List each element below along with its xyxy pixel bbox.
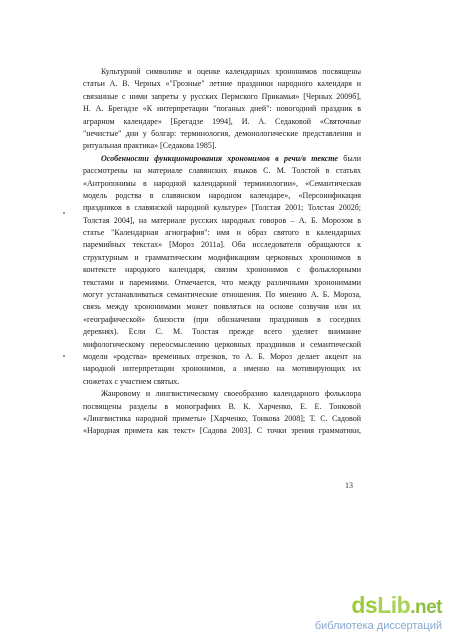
text-line — [83, 376, 361, 388]
line-text: статье "Календарная агиография": имя и образ святого в календарных — [83, 228, 361, 238]
text-line — [83, 227, 361, 239]
line-text: связанные с ними запреты у русских Пермского Прикамья» [Черных 2009б], — [83, 91, 361, 101]
dslib-logo: dsLib.net — [351, 592, 442, 618]
text-line — [83, 103, 361, 115]
line-text: «географической» близости (при обозначении праздников в соседних — [83, 314, 361, 324]
page-number: 13 — [345, 481, 353, 490]
line-text: ритуальная практика» [Седакова 1985]. — [83, 141, 217, 151]
text-line — [83, 264, 361, 276]
line-text: «Народная примета как текст» [Садова 2003]. С точки зрения грамматики, — [83, 426, 361, 436]
line-text: контексте народного календаря, связям хрононимов с фольклорными — [83, 265, 361, 275]
text-line — [83, 326, 361, 338]
text-line — [83, 314, 361, 326]
line-text: мифологическому переосмыслению церковных праздников и семантической — [83, 339, 361, 349]
text-line — [83, 289, 361, 301]
line-text: народной интерпретации хрононимов, а именно на мотивирующих их — [83, 364, 361, 374]
line-text: текстами и паремиями. Отмечается, что между различными хрононимами — [83, 277, 361, 287]
text-line — [83, 215, 361, 227]
line-text: структурным и грамматическим модификациям церковных хрононимов в — [83, 252, 361, 262]
line-text: праздников в славянской народной культуре» [Толстая 2001; Толстая 2002б; — [83, 203, 361, 213]
line-text: Культурной символике и оценке календарных хрононимов посвящены — [101, 67, 361, 76]
text-line — [83, 128, 361, 140]
line-text: могут устанавливаться семантические отношения. По мнению А. Б. Мороза, — [83, 290, 361, 300]
line-text: связь между хрононимами может появляться на основе созвучия или их — [83, 302, 361, 312]
text-line — [83, 351, 361, 363]
line-text: рассмотрены на материале славянских языков С. М. Толстой в статьях — [83, 166, 361, 176]
text-line — [83, 78, 361, 90]
text-line — [83, 91, 361, 103]
line-text: Н. А. Брегадзе «К интерпретации "поганых дней": новогодний праздник в — [83, 104, 361, 114]
emphasized-phrase: Особенности функционирования хрононимов в речи/в тексте — [101, 153, 338, 163]
line-text: модель родства в славянском народном календаре», «Персонификация — [83, 190, 361, 200]
line-text: аграрном календаре» [Брегадзе 1994], И. А. Седаковой «Святочные — [83, 116, 361, 126]
text-line — [83, 202, 361, 214]
line-text: "нечистые" дни у болгар: терминология, демонологические представления и — [83, 128, 361, 138]
text-line — [83, 66, 361, 78]
line-text: сюжетах с участием святых. — [83, 376, 180, 386]
scan-mark — [63, 355, 65, 357]
body-text — [83, 66, 361, 438]
text-line — [83, 401, 361, 413]
line-text: паремийных текстах» [Мороз 2011а]. Оба исследователя обращаются к — [83, 240, 361, 250]
line-text: посвящены разделы в монографиях В. К. Харченко, Е. Е. Тонковой — [83, 401, 361, 411]
text-line — [83, 339, 361, 351]
line-text: «Лингвистика народной приметы» [Харченко, Тонкова 2008]; Т. С. Садовой — [83, 413, 361, 423]
text-line — [83, 252, 361, 264]
text-line — [83, 140, 361, 152]
text-line — [83, 178, 361, 190]
text-line — [83, 277, 361, 289]
text-line — [83, 425, 361, 437]
text-line — [83, 153, 361, 165]
watermark-subtitle: библиотека диссертаций — [314, 620, 442, 632]
text-line — [83, 190, 361, 202]
text-line — [83, 388, 361, 400]
scan-mark — [63, 212, 65, 214]
text-line — [83, 116, 361, 128]
text-line — [83, 301, 361, 313]
line-text: Толстая 2004], на материале русских народных говоров – А. Б. Морозом в — [83, 215, 361, 225]
line-text: были — [337, 153, 361, 163]
line-text: «Антропонимы в народной календарной терминологии», «Семантическая — [83, 178, 361, 188]
line-text: статьи А. В. Черных «"Грозные" летние праздники народного календаря и — [83, 79, 361, 89]
text-line — [83, 413, 361, 425]
dslib-watermark — [315, 594, 442, 632]
line-text: деревнях). Если С. М. Толстая прежде всего уделяет внимание — [83, 327, 361, 337]
text-line — [83, 239, 361, 251]
text-line — [83, 165, 361, 177]
line-text: модели «родства» временных отрезков, то А. Б. Мороз делает акцент на — [83, 351, 361, 361]
line-text: Жанровому и лингвистическому своеобразию календарного фольклора — [101, 389, 361, 399]
text-line — [83, 363, 361, 375]
